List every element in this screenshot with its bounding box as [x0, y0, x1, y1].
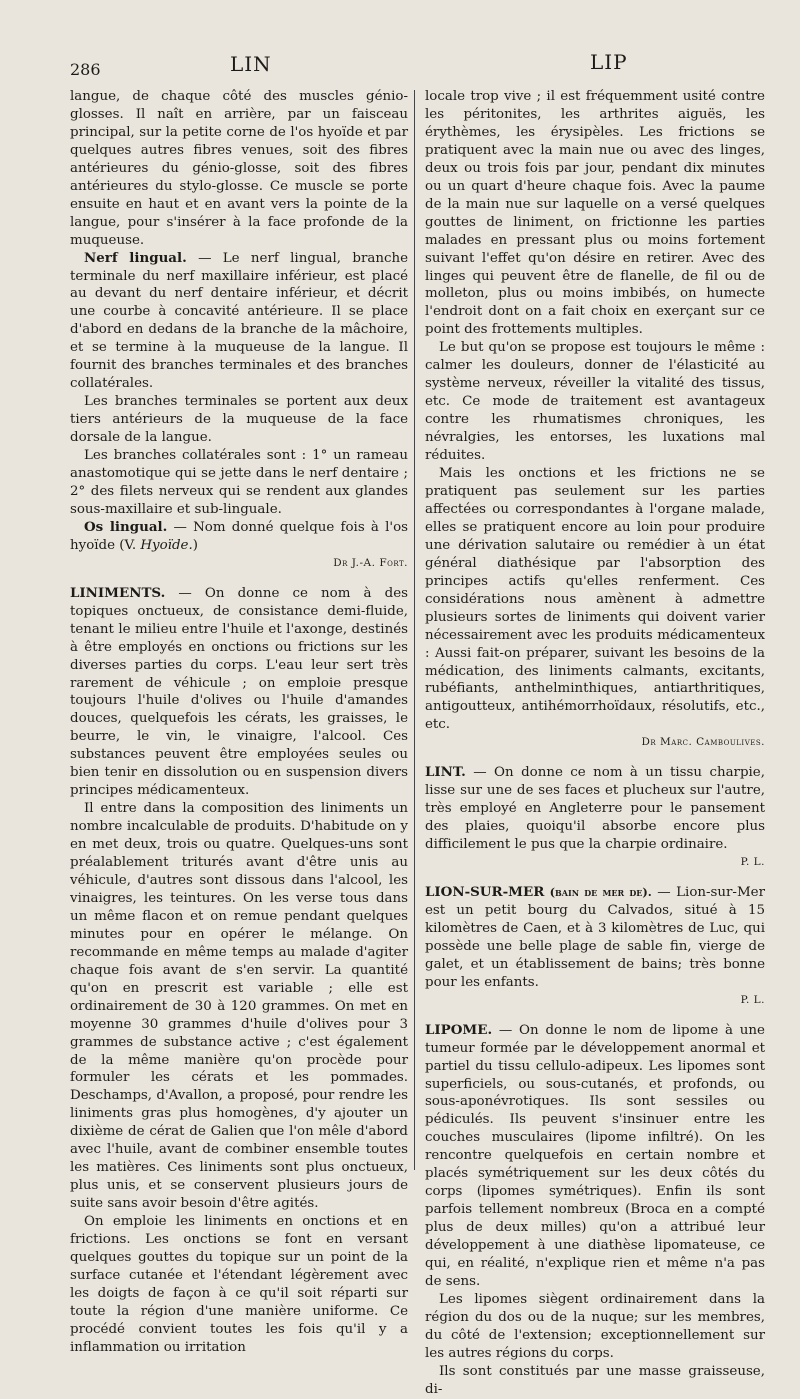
- article-heading: LION-SUR-MER: [425, 883, 545, 900]
- header-left: LIN: [230, 52, 272, 76]
- paragraph-text: — Le nerf lingual, branche terminale du nerf maxillaire inférieur, est placé au devant du nerf dentaire inférieur, et décrit une courbe à concavité antérieure. Il se place d'abord en dedans de la branche de la mâchoire, et se termine à la muqueuse de la langue. Il fournit des branches terminales et des branches collatérales.: [70, 250, 409, 392]
- paragraph-text: — On donne ce nom à un tissu charpie, lisse sur une de ses faces et plucheux sur l'autre, très employé en Angleterre pour le pansement des plaies, quoiqu'il absorbe encore plus difficilement le pus que la charpie ordinaire.: [425, 765, 765, 853]
- article-heading: LINT.: [425, 764, 466, 781]
- paragraph: [70, 250, 408, 394]
- author-signature: P. L.: [740, 993, 765, 1006]
- page-number: 286: [70, 60, 101, 79]
- cross-reference: Hyoïde.: [140, 537, 193, 553]
- subheading: Os lingual.: [84, 518, 168, 535]
- paragraph-text: ): [192, 537, 198, 553]
- left-column: [70, 88, 408, 1357]
- header-right: LIP: [590, 50, 628, 74]
- article-lipome: [425, 1022, 765, 1291]
- right-column: [425, 88, 765, 1399]
- subheading: Nerf lingual.: [84, 249, 187, 266]
- column-rule: [414, 90, 415, 1170]
- paragraph: On emploie les liniments en onctions et en frictions. Les onctions se font en versant quelques gouttes du topique sur un point de la surface cutanée et l'étendant légèrement avec les doigts de façon à ce qu'il soit réparti sur toute la région d'une manière uniforme. Ce procédé convient toutes les fois qu'il y a inflammation ou irritation: [70, 1214, 408, 1355]
- author-signature: P. L.: [740, 856, 765, 869]
- paragraph: [70, 519, 408, 555]
- paragraph: Les lipomes siègent ordinairement dans la région du dos ou de la nuque; sur les membres, du côté de l'extension; exceptionnellement sur les autres régions du corps.: [425, 1291, 765, 1361]
- paragraph: Les branches terminales se portent aux deux tiers antérieurs de la muqueuse de la face dorsale de la langue.: [70, 394, 408, 446]
- paragraph: Il entre dans la composition des liniments un nombre incalculable de produits. D'habitude on y en met deux, trois ou quatre. Quelques-uns sont préalablement triturés avant d'être unis au véhicule, d'autres sont dissous dans l'alcool, les vinaigres, les teintures. On les verse tous dans un même flacon et on remue pendant quelques minutes pour en opérer le mélange. On recommande en même temps au malade d'agiter chaque fois avant de s'en servir. La quantité qu'on en prescrit est variable ; elle est ordinairement de 30 à 120 grammes. On met en moyenne 30 grammes d'huile d'olives pour 3 grammes de substance active ; c'est également de la même manière qu'on procède pour formuler les cérats et les pommades. Deschamps, d'Avallon, a proposé, pour rendre les liniments gras plus homogènes, d'y ajouter un dixième de cérat de Galien que l'on mêle d'abord avec l'huile, avant de combiner ensemble toutes les matières. Ces liniments sont plus onctueux, plus unis, et se conservent plusieurs jours de suite sans avoir besoin d'être agités.: [70, 801, 408, 1212]
- author-signature: Dr J.-A. Fort.: [333, 556, 408, 569]
- article-liniments: [70, 585, 408, 800]
- author-signature: Dr Marc. Camboulives.: [641, 736, 765, 749]
- paragraph: Mais les onctions et les frictions ne se pratiquent pas seulement sur les parties affectées ou correspondantes à l'organe malade, elles se pratiquent encore au loin pour produire une dérivation salutaire ou remédier à un état général diathésique par l'absorption des principes actifs qu'elles renferment. Ces considérations nous amènent à admettre plusieurs sortes de liniments qui doivent varier nécessairement avec les produits médicamenteux : Aussi fait-on préparer, suivant les besoins de la médication, des liniments calmants, excitants, rubéfiants, anthelminthiques, antiarthritiques, antigoutteux, antihémorrhoïdaux, résolutifs, etc., etc.: [425, 466, 765, 733]
- paragraph-text: — Lion-sur-Mer est un petit bourg du Calvados, situé à 15 kilomètres de Caen, et à 3 kilomètres de Luc, qui possède une belle plage de sable fin, vierge de galet, et un établissement de bains; très bonne pour les enfants.: [425, 884, 765, 990]
- paragraph: langue, de chaque côté des muscles génio-glosses. Il naît en arrière, par un faisceau principal, sur la petite corne de l'os hyoïde et par quelques autres fibres venues, soit des fibres antérieures du génio-glosse, soit des fibres antérieures du stylo-glosse. Ce muscle se porte ensuite en haut et en avant vers la pointe de la langue, pour s'insérer à la face profonde de la muqueuse.: [70, 89, 408, 248]
- article-subheading: (bain de mer de).: [544, 884, 652, 899]
- article-heading: LINIMENTS.: [70, 584, 166, 601]
- paragraph: Le but qu'on se propose est toujours le même : calmer les douleurs, donner de l'élasticité au système nerveux, réveiller la vitalité des tissus, etc. Ce mode de traitement est avantageux contre les rhumatismes chroniques, les névralgies, les entorses, les luxations mal réduites.: [425, 340, 765, 464]
- paragraph: Les branches collatérales sont : 1° un rameau anastomotique qui se jette dans le nerf dentaire ; 2° des filets nerveux qui se rendent aux glandes sous-maxillaire et sub-linguale.: [70, 448, 408, 517]
- article-heading: LIPOME.: [425, 1021, 493, 1038]
- paragraph-text: — On donne le nom de lipome à une tumeur formée par le développement anormal et partiel du tissu cellulo-adipeux. Les lipomes sont superficiels, ou sous-cutanés, et profonds, ou sous-aponévrotiques. Ils sont sessiles ou pédiculés. Ils peuvent s'insinuer entre les couches musculaires (lipome infiltré). On les rencontre quelquefois en certain nombre et placés symétriquement sur les deux côtés du corps (lipomes symétriques). Enfin ils sont parfois tellement nombreux (Broca en a compté plus de deux milles) qu'on a attribué leur développement à une diathèse lipomateuse, ce qui, en réalité, n'explique rien et même n'a pas de sens.: [425, 1022, 765, 1289]
- article-lion-sur-mer: [425, 884, 765, 992]
- running-header: [0, 50, 800, 80]
- paragraph: locale trop vive ; il est fréquemment usité contre les péritonites, les arthrites aiguës, les érythèmes, les érysipèles. Les frictions se pratiquent avec la main nue ou avec des linges, deux ou trois fois par jour, pendant dix minutes ou un quart d'heure chaque fois. Avec la paume de la main nue sur laquelle on a versé quelques gouttes de liniment, on frictionne les parties malades en pressant plus ou moins fortement suivant l'effet qu'on désire en retirer. Avec des linges qui peuvent être de flanelle, de fil ou de molleton, plus ou moins imbibés, on humecte l'endroit dont on a fait choix en exerçant sur ce point des frottements multiples.: [425, 89, 765, 338]
- paragraph: Ils sont constitués par une masse graisseuse, di-: [425, 1363, 765, 1397]
- paragraph-text: — On donne ce nom à des topiques onctueux, de consistance demi-fluide, tenant le milieu entre l'huile et l'axonge, destinés à être employés en onctions ou frictions sur les diverses parties du corps. L'eau leur sert très rarement de véhicule ; on emploie presque toujours l'huile d'olives ou l'huile d'amandes douces, quelquefois les cérats, les graisses, le beurre, le vin, le vinaigre, l'alcool. Ces substances peuvent être employées seules ou bien tenir en dissolution ou en suspension divers principes médicamenteux.: [70, 585, 408, 799]
- paragraph-text: — Nom donné quelque fois à l'os hyoïde (V.: [70, 519, 408, 553]
- article-lint: [425, 764, 765, 854]
